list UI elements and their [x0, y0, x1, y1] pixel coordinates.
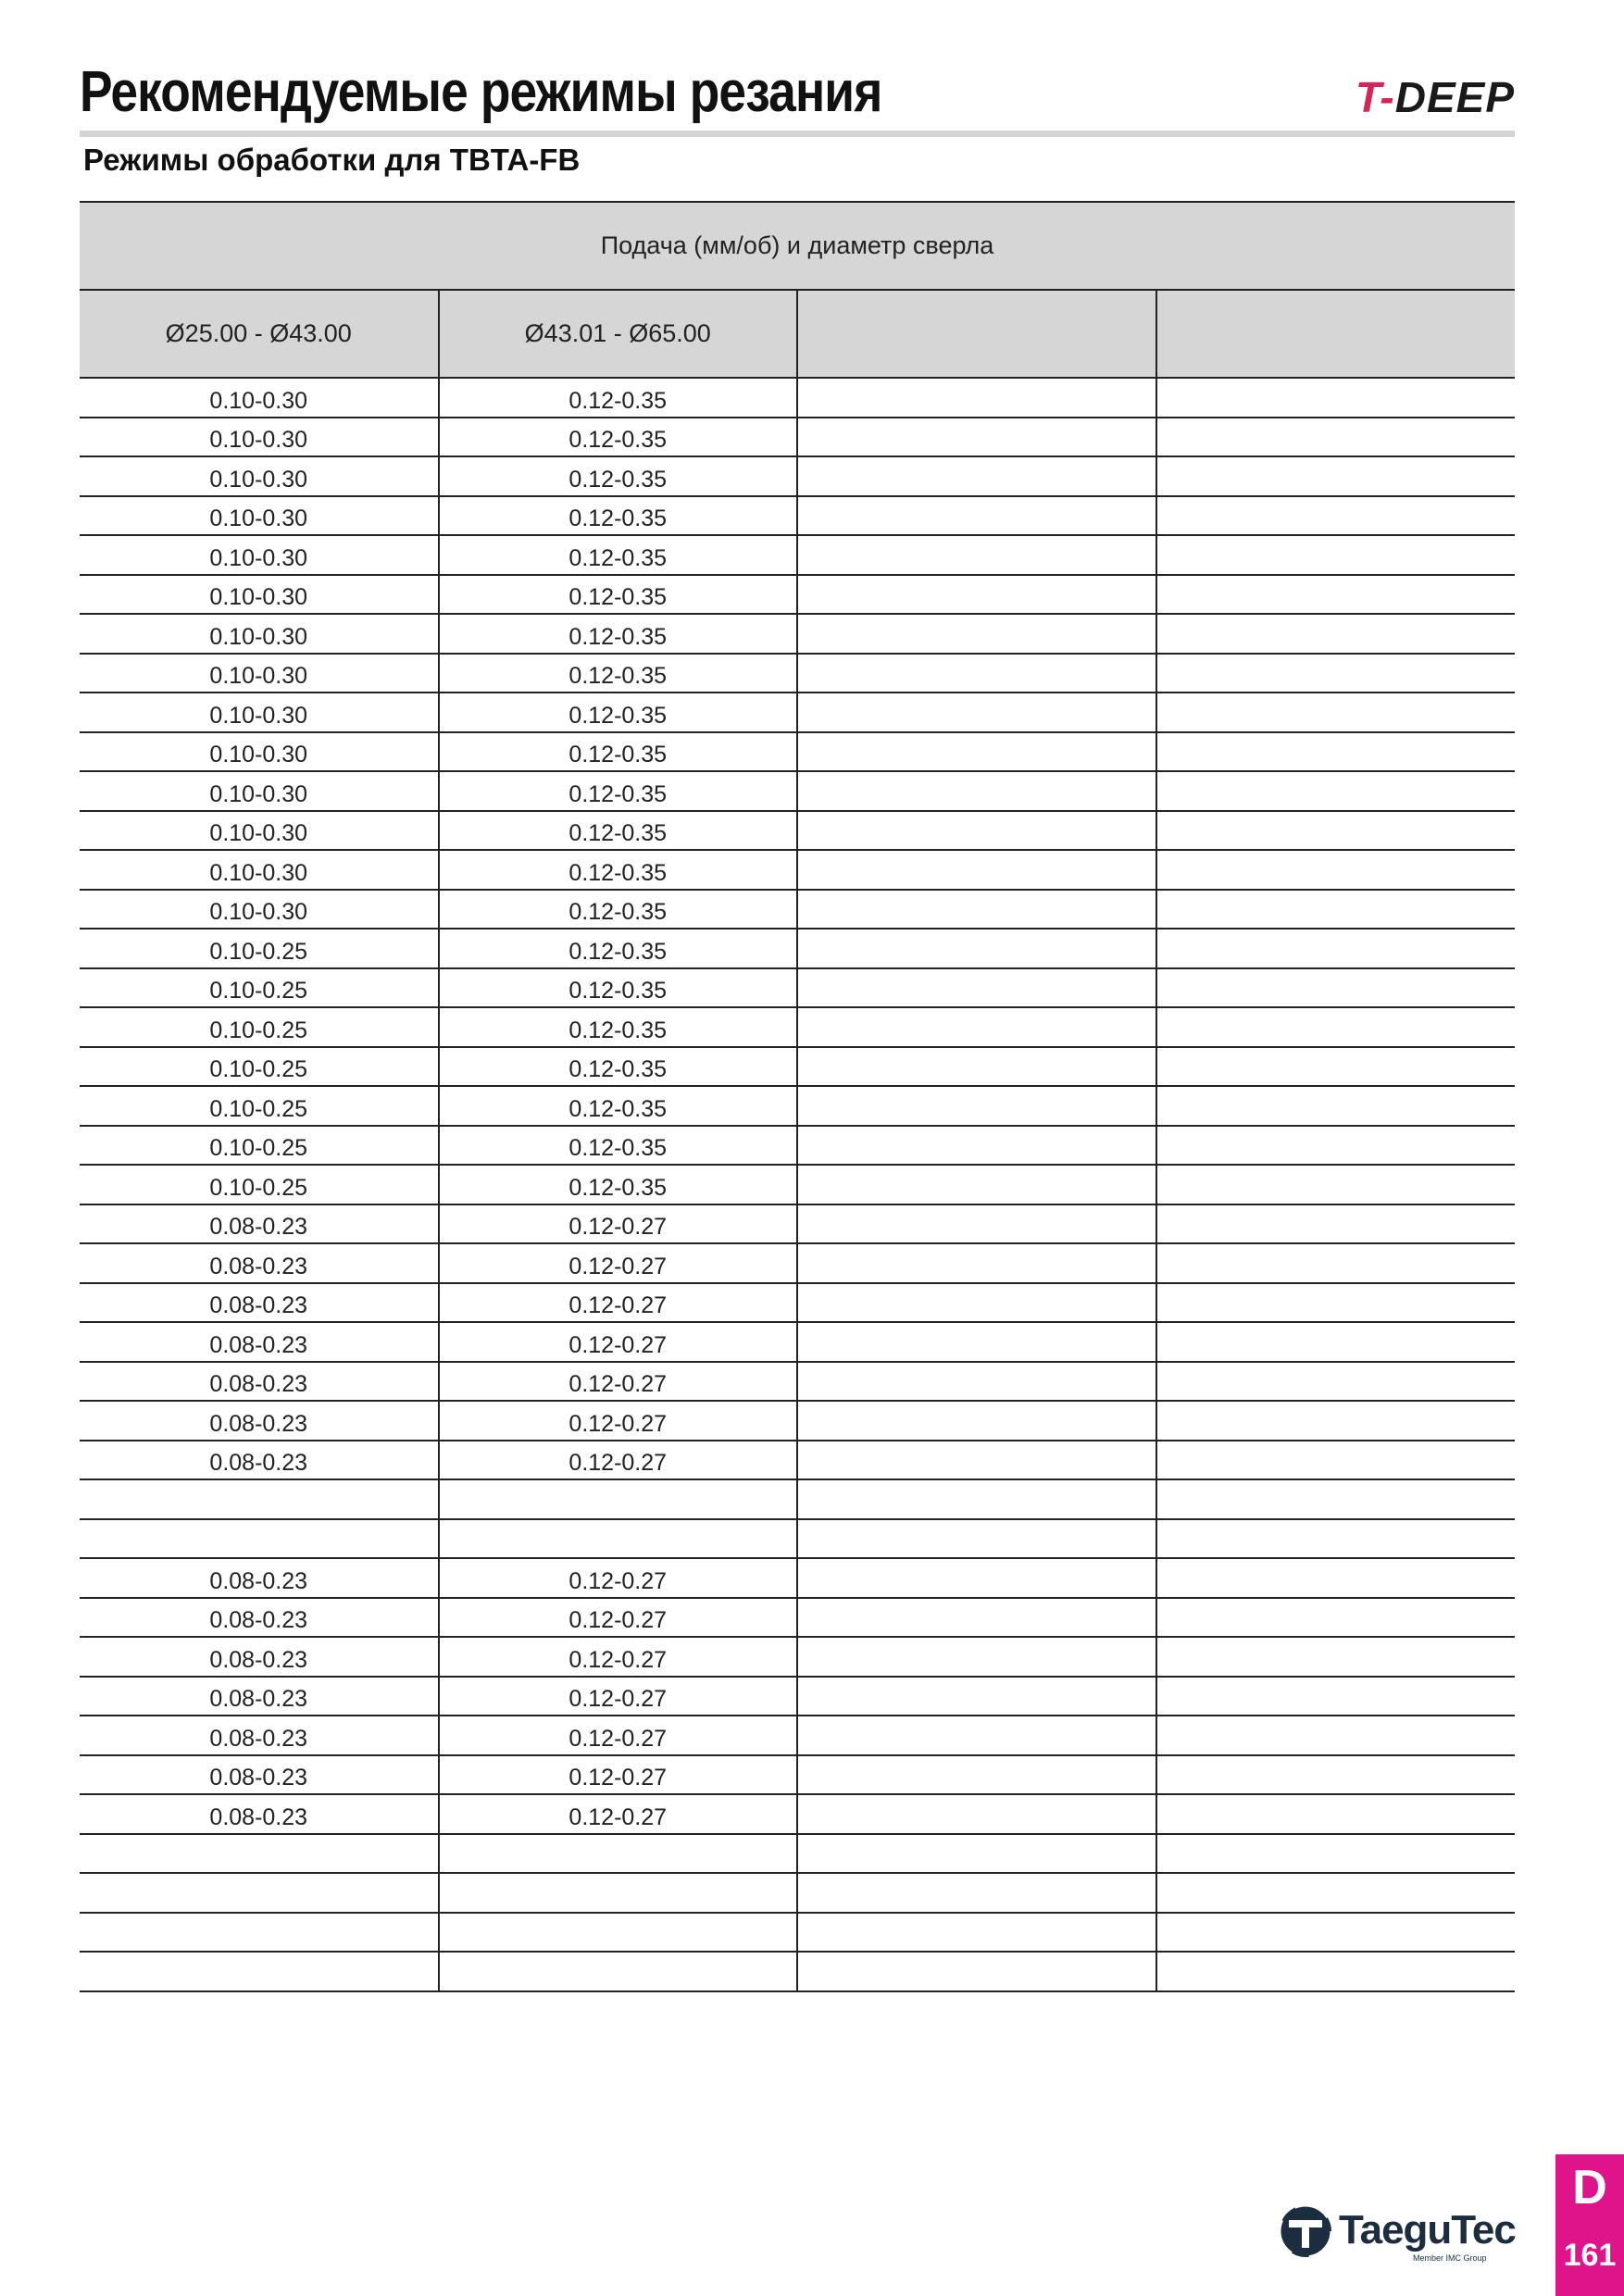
table-row — [80, 535, 1515, 575]
table-cell — [797, 1834, 1156, 1874]
table-row — [80, 693, 1515, 732]
table-row — [80, 1913, 1515, 1953]
table-row — [80, 771, 1515, 811]
table-cell: 0.12-0.35 — [439, 1126, 798, 1166]
table-row — [80, 1047, 1515, 1087]
table-cell: 0.12-0.35 — [439, 929, 798, 968]
table-cell — [797, 1519, 1156, 1559]
table-cell — [797, 535, 1156, 575]
table-cell — [1156, 1047, 1516, 1087]
table-cell — [1156, 496, 1516, 536]
table-cell: 0.12-0.27 — [439, 1716, 798, 1755]
section-tab — [1555, 2154, 1624, 2296]
table-cell: 0.08-0.23 — [80, 1677, 439, 1716]
table-cell: 0.10-0.30 — [80, 654, 439, 693]
table-row — [80, 968, 1515, 1008]
table-cell — [797, 1952, 1156, 1991]
logo-tagline: Member IMC Group — [1413, 2253, 1487, 2263]
table-cell — [1156, 1913, 1516, 1953]
table-cell: 0.10-0.30 — [80, 496, 439, 536]
table-cell — [797, 732, 1156, 772]
table-row — [80, 378, 1515, 418]
table-cell: 0.08-0.23 — [80, 1362, 439, 1402]
table-cell — [1156, 1165, 1516, 1204]
table-row — [80, 1479, 1515, 1519]
table-cell: 0.08-0.23 — [80, 1637, 439, 1677]
table-cell: 0.10-0.30 — [80, 575, 439, 615]
table-cell: 0.10-0.30 — [80, 535, 439, 575]
table-cell — [797, 929, 1156, 968]
table-cell — [797, 1677, 1156, 1716]
table-row — [80, 1243, 1515, 1283]
table-cell — [797, 1165, 1156, 1204]
table-cell — [1156, 1362, 1516, 1402]
table-row — [80, 1322, 1515, 1362]
table-cell: 0.12-0.27 — [439, 1322, 798, 1362]
table-cell — [797, 1716, 1156, 1755]
table-cell — [1156, 1755, 1516, 1795]
table-row — [80, 614, 1515, 654]
table-cell: 0.10-0.25 — [80, 968, 439, 1008]
table-cell — [80, 1479, 439, 1519]
table-cell: 0.10-0.30 — [80, 693, 439, 732]
page-number: 161 — [1563, 2238, 1617, 2273]
table-cell: 0.12-0.35 — [439, 378, 798, 418]
table-cell — [1156, 1441, 1516, 1480]
table-cell: 0.12-0.27 — [439, 1558, 798, 1598]
table-cell: 0.10-0.30 — [80, 771, 439, 811]
table-cell: 0.12-0.35 — [439, 890, 798, 930]
table-cell — [1156, 1086, 1516, 1126]
table-row — [80, 1441, 1515, 1480]
table-row — [80, 1007, 1515, 1047]
table-cell — [1156, 1834, 1516, 1874]
table-cell — [1156, 1558, 1516, 1598]
column-header: Ø43.01 - Ø65.00 — [439, 290, 798, 378]
table-cell — [797, 968, 1156, 1008]
table-cell — [1156, 535, 1516, 575]
table-row — [80, 1598, 1515, 1638]
logo-wordmark: TaeguTec — [1339, 2207, 1516, 2252]
table-cell — [1156, 1519, 1516, 1559]
table-cell: 0.12-0.35 — [439, 418, 798, 457]
table-cell: 0.12-0.35 — [439, 850, 798, 890]
title-divider — [80, 131, 1515, 137]
table-cell — [1156, 1401, 1516, 1441]
table-cell — [1156, 1677, 1516, 1716]
table-body — [80, 378, 1515, 1991]
table-cell — [1156, 1126, 1516, 1166]
table-cell — [797, 1322, 1156, 1362]
table-row — [80, 1283, 1515, 1323]
table-cell — [1156, 1598, 1516, 1638]
table-cell — [1156, 1637, 1516, 1677]
table-cell — [797, 575, 1156, 615]
table-cell: 0.10-0.25 — [80, 1086, 439, 1126]
table-cell: 0.10-0.30 — [80, 378, 439, 418]
table-cell — [797, 1401, 1156, 1441]
table-cell — [1156, 693, 1516, 732]
table-row — [80, 890, 1515, 930]
table-cell: 0.12-0.35 — [439, 456, 798, 496]
table-cell — [439, 1519, 798, 1559]
table-cell — [797, 1126, 1156, 1166]
table-row — [80, 1952, 1515, 1991]
table-cell: 0.10-0.25 — [80, 1047, 439, 1087]
table-cell — [439, 1479, 798, 1519]
table-cell — [80, 1834, 439, 1874]
table-cell — [797, 1007, 1156, 1047]
table-cell: 0.08-0.23 — [80, 1755, 439, 1795]
table-cell — [1156, 771, 1516, 811]
table-cell — [797, 1755, 1156, 1795]
table-cell — [1156, 1204, 1516, 1244]
table-cell — [80, 1873, 439, 1913]
table-row — [80, 1637, 1515, 1677]
table-row — [80, 929, 1515, 968]
table-cell: 0.10-0.30 — [80, 418, 439, 457]
table-cell — [797, 418, 1156, 457]
table-cell: 0.12-0.35 — [439, 732, 798, 772]
table-cell: 0.12-0.35 — [439, 1165, 798, 1204]
table-cell: 0.12-0.35 — [439, 654, 798, 693]
table-cell: 0.10-0.25 — [80, 929, 439, 968]
table-cell: 0.08-0.23 — [80, 1716, 439, 1755]
section-letter: D — [1572, 2161, 1607, 2215]
table-cell: 0.12-0.27 — [439, 1204, 798, 1244]
table-cell: 0.10-0.25 — [80, 1126, 439, 1166]
table-row — [80, 1165, 1515, 1204]
table-cell: 0.12-0.27 — [439, 1677, 798, 1716]
table-cell: 0.12-0.27 — [439, 1362, 798, 1402]
table-cell: 0.12-0.35 — [439, 693, 798, 732]
table-cell — [1156, 890, 1516, 930]
table-row — [80, 732, 1515, 772]
table-cell — [797, 1441, 1156, 1480]
table-cell — [797, 1637, 1156, 1677]
table-cell: 0.10-0.30 — [80, 811, 439, 851]
table-cell: 0.12-0.35 — [439, 1007, 798, 1047]
table-cell — [797, 771, 1156, 811]
table-cell — [1156, 456, 1516, 496]
table-cell — [1156, 1952, 1516, 1991]
table-cell — [1156, 850, 1516, 890]
table-cell — [80, 1519, 439, 1559]
table-cell — [1156, 1322, 1516, 1362]
table-cell — [1156, 968, 1516, 1008]
table-cell: 0.08-0.23 — [80, 1558, 439, 1598]
table-cell — [797, 890, 1156, 930]
table-cell: 0.12-0.35 — [439, 968, 798, 1008]
table-cell — [797, 654, 1156, 693]
table-cell — [797, 614, 1156, 654]
table-cell: 0.08-0.23 — [80, 1441, 439, 1480]
table-cell — [797, 1047, 1156, 1087]
table-cell: 0.10-0.25 — [80, 1165, 439, 1204]
table-cell: 0.08-0.23 — [80, 1401, 439, 1441]
table-cell — [1156, 418, 1516, 457]
table-row — [80, 1086, 1515, 1126]
table-cell — [797, 811, 1156, 851]
table-cell: 0.12-0.27 — [439, 1441, 798, 1480]
table-row — [80, 1834, 1515, 1874]
table-cell: 0.12-0.35 — [439, 535, 798, 575]
table-cell — [797, 1204, 1156, 1244]
table-cell: 0.08-0.23 — [80, 1598, 439, 1638]
table-cell — [797, 693, 1156, 732]
table-row — [80, 1716, 1515, 1755]
column-header — [797, 290, 1156, 378]
table-cell: 0.08-0.23 — [80, 1794, 439, 1834]
table-cell: 0.12-0.35 — [439, 575, 798, 615]
table-cell — [797, 1794, 1156, 1834]
table-cell: 0.12-0.35 — [439, 496, 798, 536]
table-cell — [797, 1598, 1156, 1638]
table-cell: 0.12-0.27 — [439, 1637, 798, 1677]
taegutec-logo — [1278, 2202, 1518, 2266]
table-row — [80, 850, 1515, 890]
table-cell: 0.12-0.35 — [439, 771, 798, 811]
table-row — [80, 1126, 1515, 1166]
table-cell — [439, 1952, 798, 1991]
table-cell — [1156, 378, 1516, 418]
table-cell — [80, 1952, 439, 1991]
table-cell: 0.10-0.30 — [80, 614, 439, 654]
table-cell — [1156, 575, 1516, 615]
table-row — [80, 1677, 1515, 1716]
table-cell — [1156, 732, 1516, 772]
table-row — [80, 418, 1515, 457]
table-cell — [1156, 1479, 1516, 1519]
table-cell — [80, 1913, 439, 1953]
table-cell: 0.08-0.23 — [80, 1204, 439, 1244]
table-row — [80, 1755, 1515, 1795]
table-cell — [797, 1086, 1156, 1126]
table-cell: 0.10-0.25 — [80, 1007, 439, 1047]
table-cell: 0.10-0.30 — [80, 890, 439, 930]
table-cell: 0.10-0.30 — [80, 850, 439, 890]
table-row — [80, 1558, 1515, 1598]
table-cell — [797, 1873, 1156, 1913]
table-cell — [439, 1834, 798, 1874]
table-cell — [1156, 1716, 1516, 1755]
table-cell — [439, 1873, 798, 1913]
table-cell: 0.12-0.35 — [439, 811, 798, 851]
table-row — [80, 456, 1515, 496]
page-title: Рекомендуемые режимы резания — [80, 60, 882, 124]
table-cell — [1156, 1007, 1516, 1047]
table-cell — [797, 1479, 1156, 1519]
table-cell: 0.12-0.35 — [439, 614, 798, 654]
table-row — [80, 1401, 1515, 1441]
brand-name: DEEP — [1394, 73, 1515, 121]
taegutec-emblem-icon — [1278, 2203, 1333, 2259]
table-row — [80, 1873, 1515, 1913]
table-cell — [1156, 614, 1516, 654]
table-cell: 0.08-0.23 — [80, 1243, 439, 1283]
table-cell — [1156, 1873, 1516, 1913]
table-cell — [1156, 654, 1516, 693]
table-cell — [797, 456, 1156, 496]
brand-prefix: T- — [1355, 73, 1395, 121]
table-cell — [797, 496, 1156, 536]
table-cell: 0.08-0.23 — [80, 1283, 439, 1323]
table-cell — [439, 1913, 798, 1953]
table-cell: 0.08-0.23 — [80, 1322, 439, 1362]
table-row — [80, 1204, 1515, 1244]
table-row — [80, 1794, 1515, 1834]
table-cell — [1156, 811, 1516, 851]
table-cell: 0.12-0.27 — [439, 1598, 798, 1638]
table-group-header: Подача (мм/об) и диаметр сверла — [80, 202, 1515, 290]
table-cell — [797, 1283, 1156, 1323]
table-row — [80, 575, 1515, 615]
table-cell: 0.12-0.27 — [439, 1755, 798, 1795]
table-cell — [1156, 1283, 1516, 1323]
table-row — [80, 1519, 1515, 1559]
feed-rate-table — [80, 201, 1515, 1992]
table-row — [80, 496, 1515, 536]
table-cell: 0.12-0.27 — [439, 1243, 798, 1283]
table-cell: 0.12-0.27 — [439, 1401, 798, 1441]
table-cell — [797, 1913, 1156, 1953]
table-cell — [797, 1243, 1156, 1283]
table-row — [80, 811, 1515, 851]
table-cell — [1156, 1794, 1516, 1834]
page-subtitle: Режимы обработки для TBTA-FB — [83, 143, 581, 177]
column-header: Ø25.00 - Ø43.00 — [80, 290, 439, 378]
table-cell: 0.12-0.27 — [439, 1794, 798, 1834]
table-row — [80, 1362, 1515, 1402]
table-cell — [797, 850, 1156, 890]
table-cell — [1156, 1243, 1516, 1283]
table-cell — [797, 1558, 1156, 1598]
table-cell: 0.10-0.30 — [80, 456, 439, 496]
brand-logo — [1355, 72, 1515, 122]
table-cell: 0.12-0.35 — [439, 1086, 798, 1126]
table-cell — [797, 378, 1156, 418]
column-header — [1156, 290, 1516, 378]
table-cell: 0.12-0.35 — [439, 1047, 798, 1087]
table-row — [80, 654, 1515, 693]
table-cell: 0.12-0.27 — [439, 1283, 798, 1323]
table-cell: 0.10-0.30 — [80, 732, 439, 772]
table-cell — [1156, 929, 1516, 968]
table-cell — [797, 1362, 1156, 1402]
